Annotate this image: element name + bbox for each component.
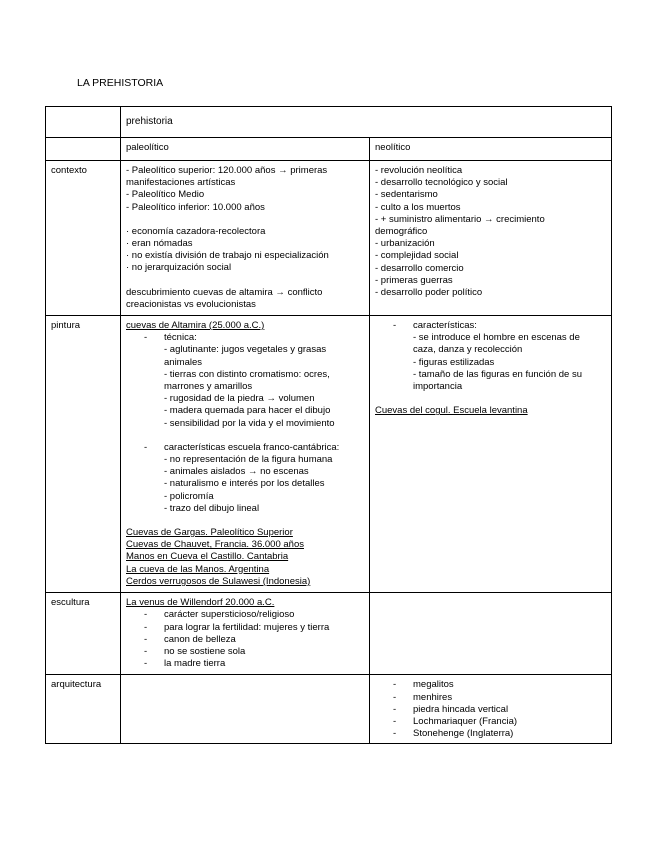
list-item: · no existía división de trabajo ni especialización bbox=[126, 250, 329, 262]
list-item: - canon de belleza bbox=[144, 633, 236, 645]
row-label: arquitectura bbox=[46, 675, 121, 744]
contexto-neolitico-cell bbox=[370, 161, 612, 316]
list-item: - complejidad social bbox=[375, 250, 459, 262]
empty-corner-cell bbox=[46, 107, 121, 138]
row-label: contexto bbox=[46, 161, 121, 316]
link-gargas[interactable]: Cuevas de Gargas. Paleolítico Superior bbox=[126, 527, 293, 539]
list-item: - sedentarismo bbox=[375, 189, 438, 201]
altamira-heading: cuevas de Altamira (25.000 a.C.) bbox=[126, 320, 265, 332]
list-item: animales bbox=[164, 356, 203, 368]
table-row-pintura bbox=[46, 316, 612, 593]
list-item: - la madre tierra bbox=[144, 658, 226, 670]
link-castillo[interactable]: Manos en Cueva el Castillo. Cantabria bbox=[126, 551, 289, 563]
list-item: · eran nómadas bbox=[126, 238, 193, 250]
list-item: - policromía bbox=[164, 490, 214, 502]
list-item: - naturalismo e interés por los detalles bbox=[164, 478, 325, 490]
arquitectura-neolitico-cell bbox=[370, 675, 612, 744]
list-item: - características escuela franco-cantábrica: bbox=[144, 441, 340, 453]
list-item: - primeras guerras bbox=[375, 274, 453, 286]
list-item: - culto a los muertos bbox=[375, 201, 461, 213]
list-item: - trazo del dibujo lineal bbox=[164, 502, 260, 514]
list-item: - animales aislados → no escenas bbox=[164, 466, 309, 478]
list-item: marrones y amarillos bbox=[164, 381, 253, 393]
list-item: manifestaciones artísticas bbox=[126, 177, 236, 189]
list-item: - técnica: bbox=[144, 332, 197, 344]
link-sulawesi[interactable]: Cerdos verrugosos de Sulawesi (Indonesia) bbox=[126, 575, 311, 587]
pintura-paleolitico-cell bbox=[121, 316, 370, 593]
list-item: creacionistas vs evolucionistas bbox=[126, 298, 256, 310]
table-row-escultura bbox=[46, 593, 612, 675]
link-cogul[interactable]: Cuevas del cogul. Escuela levantina bbox=[375, 405, 528, 417]
table-row-arquitectura bbox=[46, 675, 612, 744]
spacer bbox=[375, 393, 606, 405]
list-item: - urbanización bbox=[375, 238, 435, 250]
list-item: - tierras con distinto cromatismo: ocres, bbox=[164, 368, 330, 380]
document-title: LA PREHISTORIA bbox=[77, 77, 164, 89]
list-item: - megalitos bbox=[393, 679, 454, 691]
list-item: caza, danza y recolección bbox=[413, 344, 523, 356]
list-item: - revolución neolítica bbox=[375, 165, 463, 176]
list-item: - carácter supersticioso/religioso bbox=[144, 609, 295, 621]
table-row-contexto bbox=[46, 161, 612, 316]
arquitectura-paleolitico-cell bbox=[121, 675, 370, 744]
list-item: descubrimiento cuevas de altamira → conflicto bbox=[126, 286, 323, 298]
list-item: - para lograr la fertilidad: mujeres y tierra bbox=[144, 621, 330, 633]
list-item: - no representación de la figura humana bbox=[164, 454, 333, 466]
list-item: - aglutinante: jugos vegetales y grasas bbox=[164, 344, 327, 356]
escultura-paleolitico-cell bbox=[121, 593, 370, 675]
list-item: - menhires bbox=[393, 691, 453, 703]
venus-heading: La venus de Willendorf 20.000 a.C. bbox=[126, 597, 275, 609]
list-item: - Stonehenge (Inglaterra) bbox=[393, 728, 514, 740]
list-item: - madera quemada para hacer el dibujo bbox=[164, 405, 331, 417]
list-item: demográfico bbox=[375, 226, 428, 238]
list-item: - Paleolítico superior: 120.000 años → primeras bbox=[126, 165, 328, 176]
list-item: importancia bbox=[413, 381, 463, 393]
spacer bbox=[126, 430, 364, 442]
list-item: - desarrollo tecnológico y social bbox=[375, 177, 508, 189]
header-paleolitico: paleolítico bbox=[121, 138, 370, 161]
list-item: - características: bbox=[393, 320, 477, 332]
list-item: - piedra hincada vertical bbox=[393, 703, 509, 715]
list-item: - figuras estilizadas bbox=[413, 356, 495, 368]
row-label: pintura bbox=[46, 316, 121, 593]
list-item: - rugosidad de la piedra → volumen bbox=[164, 393, 315, 405]
header-prehistoria: prehistoria bbox=[121, 107, 612, 138]
list-item: - sensibilidad por la vida y el movimiento bbox=[164, 417, 335, 429]
pintura-neolitico-cell bbox=[370, 316, 612, 593]
list-item: - desarrollo comercio bbox=[375, 262, 464, 274]
list-item: - Paleolítico Medio bbox=[126, 189, 205, 201]
link-cueva-manos[interactable]: La cueva de las Manos. Argentina bbox=[126, 563, 270, 575]
link-chauvet[interactable]: Cuevas de Chauvet, Francia. 36.000 años bbox=[126, 539, 304, 551]
list-item: - Lochmariaquer (Francia) bbox=[393, 715, 518, 727]
spacer bbox=[126, 275, 364, 287]
header-neolitico: neolítico bbox=[370, 138, 612, 161]
list-item: - + suministro alimentario → crecimiento bbox=[375, 213, 545, 225]
escultura-neolitico-cell bbox=[370, 593, 612, 675]
spacer bbox=[126, 515, 364, 527]
prehistory-table bbox=[45, 106, 612, 744]
list-item: · economía cazadora-recolectora bbox=[126, 225, 266, 237]
list-item: - Paleolítico inferior: 10.000 años bbox=[126, 201, 265, 213]
spacer bbox=[126, 214, 364, 226]
list-item: - tamaño de las figuras en función de su bbox=[413, 368, 582, 380]
empty-label-cell bbox=[46, 138, 121, 161]
list-item: - desarrollo poder político bbox=[375, 287, 483, 299]
list-item: - se introduce el hombre en escenas de bbox=[413, 332, 580, 344]
list-item: · no jerarquización social bbox=[126, 262, 232, 274]
contexto-paleolitico-cell bbox=[121, 161, 370, 316]
table-subheader-row bbox=[46, 138, 612, 161]
row-label: escultura bbox=[46, 593, 121, 675]
list-item: - no se sostiene sola bbox=[144, 645, 246, 657]
table-header-row bbox=[46, 107, 612, 138]
